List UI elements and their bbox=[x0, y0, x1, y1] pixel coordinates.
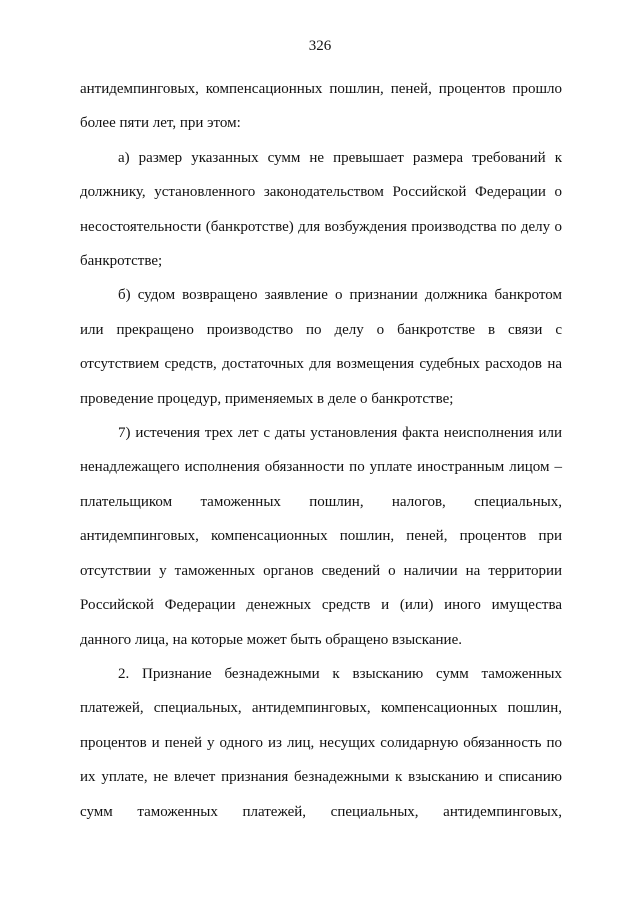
paragraph-item-7: 7) истечения трех лет с даты установления факта неисполнения или ненадлежащего исполнения обязанности по уплате иностранным лицом – плательщиком таможенных пошлин, налогов, специальных, антидемпинговых, компенсационных пошлин, пеней, процентов при отсутствии у таможенных органов сведений о наличии на территории Российской Федерации денежных средств и (или) иного имущества данного лица, на которые может быть обращено взыскание. bbox=[80, 425, 562, 648]
paragraph-item-a: а) размер указанных сумм не превышает размера требований к должнику, установленного законодательством Российской Федерации о несостоятельности (банкротстве) для возбуждения производства по делу о банкротстве; bbox=[80, 149, 562, 270]
page-number: 326 bbox=[308, 38, 332, 54]
paragraph-continuation: антидемпинговых, компенсационных пошлин, пеней, процентов прошло более пяти лет, при этом: bbox=[80, 81, 562, 132]
document-body bbox=[80, 72, 562, 829]
paragraph-item-b: б) судом возвращено заявление о признании должника банкротом или прекращено производство по делу о банкротстве в связи с отсутствием средств, достаточных для возмещения судебных расходов на проведение процедур, применяемых в деле о банкротстве; bbox=[80, 287, 562, 407]
paragraph-point-2: 2. Признание безнадежными к взысканию сумм таможенных платежей, специальных, антидемпинговых, компенсационных пошлин, процентов и пеней у одного из лиц, несущих солидарную обязанность по их уплате, не влечет признания безнадежными к взысканию и списанию сумм таможенных платежей, специальных, антидемпинговых, bbox=[80, 665, 562, 820]
